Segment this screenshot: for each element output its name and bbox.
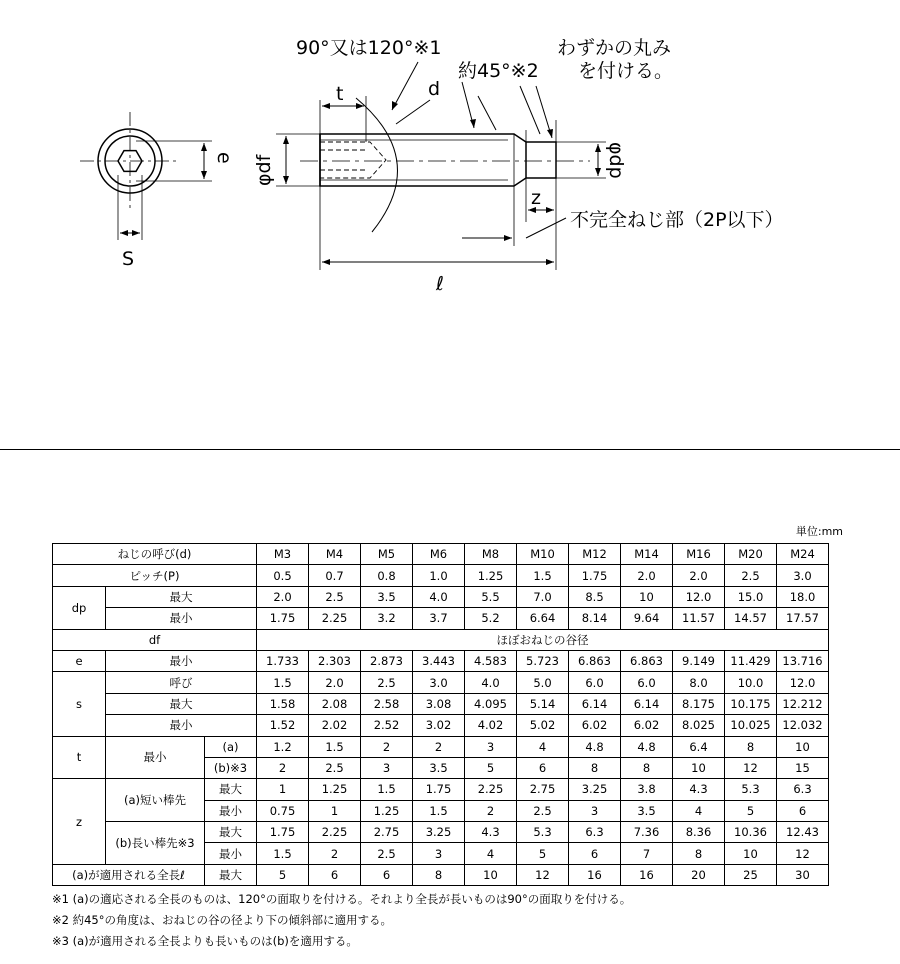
value-cell: 9.149 <box>673 650 725 671</box>
value-cell: 1.25 <box>309 779 361 800</box>
value-cell: 1.25 <box>465 565 517 586</box>
value-cell: 2.5 <box>725 565 777 586</box>
value-cell: 2.0 <box>621 565 673 586</box>
row-label: 最小 <box>106 608 257 629</box>
value-cell: 5.5 <box>465 586 517 607</box>
size-header: M10 <box>517 544 569 565</box>
value-cell: 0.5 <box>257 565 309 586</box>
value-cell: 1 <box>257 779 309 800</box>
value-cell: 1.5 <box>309 736 361 757</box>
value-cell: 6 <box>517 757 569 778</box>
s-max-row <box>53 693 829 714</box>
value-cell: 3 <box>465 736 517 757</box>
value-cell: 1.58 <box>257 693 309 714</box>
value-cell: 2.873 <box>361 650 413 671</box>
row-label: 最大 <box>106 693 257 714</box>
d-label: d <box>428 78 441 100</box>
value-cell: 15 <box>777 757 829 778</box>
value-cell: 4 <box>517 736 569 757</box>
value-cell: 12.43 <box>777 822 829 843</box>
value-cell: 2.75 <box>361 822 413 843</box>
value-cell: 2.5 <box>309 757 361 778</box>
value-cell: 2 <box>465 800 517 821</box>
value-cell: 5 <box>725 800 777 821</box>
row-label: (a)が適用される全長ℓ <box>53 864 205 885</box>
row-sub-label: 最大 <box>205 779 257 800</box>
value-cell: 4 <box>465 843 517 864</box>
side-view <box>276 62 606 270</box>
row-label: 呼び <box>106 672 257 693</box>
value-cell: 2.02 <box>309 715 361 736</box>
value-cell: 6.14 <box>621 693 673 714</box>
value-cell: 1 <box>309 800 361 821</box>
value-cell: 11.57 <box>673 608 725 629</box>
value-cell: 10 <box>621 586 673 607</box>
value-cell: 5.2 <box>465 608 517 629</box>
value-cell: 2.303 <box>309 650 361 671</box>
value-cell: 4.0 <box>465 672 517 693</box>
row-group-label: e <box>53 650 106 671</box>
s-nominal-row <box>53 672 829 693</box>
value-cell: 1.75 <box>257 822 309 843</box>
value-cell: 30 <box>777 864 829 885</box>
value-cell: 1.75 <box>569 565 621 586</box>
value-cell: 10 <box>465 864 517 885</box>
value-cell: 1.5 <box>257 672 309 693</box>
row-group-label: s <box>53 672 106 736</box>
df-label: φdf <box>253 154 275 186</box>
end-view <box>80 112 212 240</box>
row-label: (a)短い棒先 <box>106 779 205 822</box>
length-label: ℓ <box>436 273 444 295</box>
row-group-label: t <box>53 736 106 779</box>
value-cell: 3.5 <box>361 586 413 607</box>
value-cell: 2.25 <box>309 822 361 843</box>
value-cell: 2.5 <box>361 843 413 864</box>
row-label: 最小 <box>106 650 257 671</box>
value-cell: 3.8 <box>621 779 673 800</box>
s-label: S <box>122 248 135 270</box>
value-cell: 1.0 <box>413 565 465 586</box>
value-cell: 1.25 <box>361 800 413 821</box>
footnote-1: ※1 (a)の適応される全長のものは、120°の面取りを付ける。それより全長が長いものは90°の面取りを付ける。 <box>52 892 632 906</box>
value-cell: 2.25 <box>465 779 517 800</box>
value-cell: 4.0 <box>413 586 465 607</box>
value-cell: 5.0 <box>517 672 569 693</box>
value-cell: 2 <box>257 757 309 778</box>
value-cell: 6 <box>309 864 361 885</box>
value-cell: 14.57 <box>725 608 777 629</box>
value-cell: 6.3 <box>569 822 621 843</box>
screw-drawing <box>0 0 900 440</box>
value-cell: 8.14 <box>569 608 621 629</box>
value-cell: 5 <box>465 757 517 778</box>
value-cell: 4.3 <box>465 822 517 843</box>
value-cell: 10 <box>725 843 777 864</box>
value-cell: 2 <box>309 843 361 864</box>
value-cell: 3.02 <box>413 715 465 736</box>
value-cell: 10.025 <box>725 715 777 736</box>
value-cell: 4.8 <box>621 736 673 757</box>
value-cell: 12 <box>725 757 777 778</box>
value-cell: 7.0 <box>517 586 569 607</box>
value-cell: 2.5 <box>517 800 569 821</box>
value-cell: 16 <box>621 864 673 885</box>
value-cell: 4.02 <box>465 715 517 736</box>
value-cell: 2.0 <box>309 672 361 693</box>
value-cell: 3 <box>569 800 621 821</box>
value-cell: 2 <box>361 736 413 757</box>
value-cell: 20 <box>673 864 725 885</box>
header-label: ねじの呼び(d) <box>53 544 257 565</box>
value-cell: 7.36 <box>621 822 673 843</box>
footnote-2: ※2 約45°の角度は、おねじの谷の径より下の傾斜部に適用する。 <box>52 913 392 927</box>
value-cell: 3.443 <box>413 650 465 671</box>
value-cell: 2.0 <box>673 565 725 586</box>
value-cell: 6 <box>777 800 829 821</box>
value-cell: 1.5 <box>361 779 413 800</box>
row-sub-label: 最大 <box>205 864 257 885</box>
spec-table <box>52 543 829 886</box>
value-cell: 12 <box>777 843 829 864</box>
value-cell: 4.583 <box>465 650 517 671</box>
value-cell: 3 <box>361 757 413 778</box>
value-cell: 4.8 <box>569 736 621 757</box>
df-row <box>53 629 829 650</box>
value-cell: 2.25 <box>309 608 361 629</box>
value-cell: 10.36 <box>725 822 777 843</box>
round-note-line2: を付ける。 <box>578 60 674 82</box>
value-cell: 2.0 <box>257 586 309 607</box>
value-cell: 8.36 <box>673 822 725 843</box>
row-sub-label: 最大 <box>205 822 257 843</box>
value-cell: 12 <box>517 864 569 885</box>
value-cell: 6.4 <box>673 736 725 757</box>
value-cell: 10.175 <box>725 693 777 714</box>
value-cell: 3.25 <box>569 779 621 800</box>
value-cell: 2 <box>413 736 465 757</box>
value-cell: 16 <box>569 864 621 885</box>
row-label: (b)長い棒先※3 <box>106 822 205 865</box>
value-cell: 0.7 <box>309 565 361 586</box>
value-cell: 2.58 <box>361 693 413 714</box>
incomplete-thread-label: 不完全ねじ部（2P以下） <box>570 209 784 231</box>
value-cell: 6.863 <box>569 650 621 671</box>
value-cell: 11.429 <box>725 650 777 671</box>
spec-table-body <box>53 544 829 886</box>
value-cell: 25 <box>725 864 777 885</box>
value-cell: 8.0 <box>673 672 725 693</box>
footnotes <box>52 889 631 952</box>
value-cell: 12.0 <box>673 586 725 607</box>
value-cell: 3.0 <box>413 672 465 693</box>
approx-45-note: 約45°※2 <box>458 60 539 82</box>
row-label: df <box>53 629 257 650</box>
df-value: ほぼおねじの谷径 <box>257 629 829 650</box>
value-cell: 2.75 <box>517 779 569 800</box>
s-min-row <box>53 715 829 736</box>
row-group-label: dp <box>53 586 106 629</box>
value-cell: 15.0 <box>725 586 777 607</box>
value-cell: 3.7 <box>413 608 465 629</box>
value-cell: 5.14 <box>517 693 569 714</box>
section-divider <box>0 449 900 450</box>
dp-label: φdp <box>605 142 627 179</box>
value-cell: 1.5 <box>257 843 309 864</box>
z-long-max-row <box>53 822 829 843</box>
value-cell: 8.5 <box>569 586 621 607</box>
value-cell: 6.863 <box>621 650 673 671</box>
e-row <box>53 650 829 671</box>
size-header: M6 <box>413 544 465 565</box>
round-note-line1: わずかの丸み <box>557 37 672 59</box>
value-cell: 6.02 <box>621 715 673 736</box>
z-label: z <box>531 187 541 209</box>
row-label: 最小 <box>106 736 205 779</box>
value-cell: 13.716 <box>777 650 829 671</box>
z-short-max-row <box>53 779 829 800</box>
dp-min-row <box>53 608 829 629</box>
value-cell: 2.5 <box>361 672 413 693</box>
row-sub-label: (a) <box>205 736 257 757</box>
value-cell: 4.095 <box>465 693 517 714</box>
dp-max-row <box>53 586 829 607</box>
value-cell: 2.52 <box>361 715 413 736</box>
value-cell: 3 <box>413 843 465 864</box>
row-sub-label: (b)※3 <box>205 757 257 778</box>
row-sub-label: 最小 <box>205 800 257 821</box>
row-group-label: z <box>53 779 106 865</box>
row-sub-label: 最小 <box>205 843 257 864</box>
unit-label: 単位:mm <box>795 525 843 538</box>
value-cell: 3.5 <box>413 757 465 778</box>
size-header: M4 <box>309 544 361 565</box>
size-header: M8 <box>465 544 517 565</box>
value-cell: 12.032 <box>777 715 829 736</box>
size-header: M12 <box>569 544 621 565</box>
value-cell: 3.5 <box>621 800 673 821</box>
size-header: M20 <box>725 544 777 565</box>
value-cell: 5.3 <box>517 822 569 843</box>
value-cell: 8.025 <box>673 715 725 736</box>
value-cell: 1.75 <box>257 608 309 629</box>
value-cell: 4.3 <box>673 779 725 800</box>
value-cell: 10 <box>777 736 829 757</box>
value-cell: 6.14 <box>569 693 621 714</box>
row-label: 最小 <box>106 715 257 736</box>
length-row <box>53 864 829 885</box>
value-cell: 0.75 <box>257 800 309 821</box>
value-cell: 3.25 <box>413 822 465 843</box>
value-cell: 6.0 <box>621 672 673 693</box>
value-cell: 8 <box>621 757 673 778</box>
value-cell: 5.723 <box>517 650 569 671</box>
value-cell: 8 <box>413 864 465 885</box>
value-cell: 1.2 <box>257 736 309 757</box>
value-cell: 6.0 <box>569 672 621 693</box>
value-cell: 3.2 <box>361 608 413 629</box>
header-row <box>53 544 829 565</box>
value-cell: 1.733 <box>257 650 309 671</box>
value-cell: 5.02 <box>517 715 569 736</box>
value-cell: 5.3 <box>725 779 777 800</box>
value-cell: 9.64 <box>621 608 673 629</box>
value-cell: 8 <box>673 843 725 864</box>
value-cell: 10.0 <box>725 672 777 693</box>
size-header: M14 <box>621 544 673 565</box>
value-cell: 1.5 <box>413 800 465 821</box>
value-cell: 6.02 <box>569 715 621 736</box>
value-cell: 5 <box>517 843 569 864</box>
value-cell: 8 <box>725 736 777 757</box>
value-cell: 12.212 <box>777 693 829 714</box>
value-cell: 3.0 <box>777 565 829 586</box>
value-cell: 5 <box>257 864 309 885</box>
value-cell: 0.8 <box>361 565 413 586</box>
value-cell: 6 <box>569 843 621 864</box>
size-header: M16 <box>673 544 725 565</box>
value-cell: 6 <box>361 864 413 885</box>
t-a-row <box>53 736 829 757</box>
t-label: t <box>336 83 344 105</box>
value-cell: 2.5 <box>309 586 361 607</box>
value-cell: 1.75 <box>413 779 465 800</box>
footnote-3: ※3 (a)が適用される全長よりも長いものは(b)を適用する。 <box>52 934 358 948</box>
value-cell: 12.0 <box>777 672 829 693</box>
value-cell: 6.3 <box>777 779 829 800</box>
pitch-row <box>53 565 829 586</box>
value-cell: 1.5 <box>517 565 569 586</box>
value-cell: 17.57 <box>777 608 829 629</box>
value-cell: 8 <box>569 757 621 778</box>
value-cell: 2.08 <box>309 693 361 714</box>
value-cell: 10 <box>673 757 725 778</box>
value-cell: 3.08 <box>413 693 465 714</box>
row-label: ピッチ(P) <box>53 565 257 586</box>
size-header: M24 <box>777 544 829 565</box>
value-cell: 1.52 <box>257 715 309 736</box>
value-cell: 4 <box>673 800 725 821</box>
angle-note: 90°又は120°※1 <box>296 37 442 59</box>
value-cell: 7 <box>621 843 673 864</box>
value-cell: 6.64 <box>517 608 569 629</box>
value-cell: 8.175 <box>673 693 725 714</box>
value-cell: 18.0 <box>777 586 829 607</box>
size-header: M5 <box>361 544 413 565</box>
row-label: 最大 <box>106 586 257 607</box>
e-label: e <box>213 152 235 164</box>
size-header: M3 <box>257 544 309 565</box>
